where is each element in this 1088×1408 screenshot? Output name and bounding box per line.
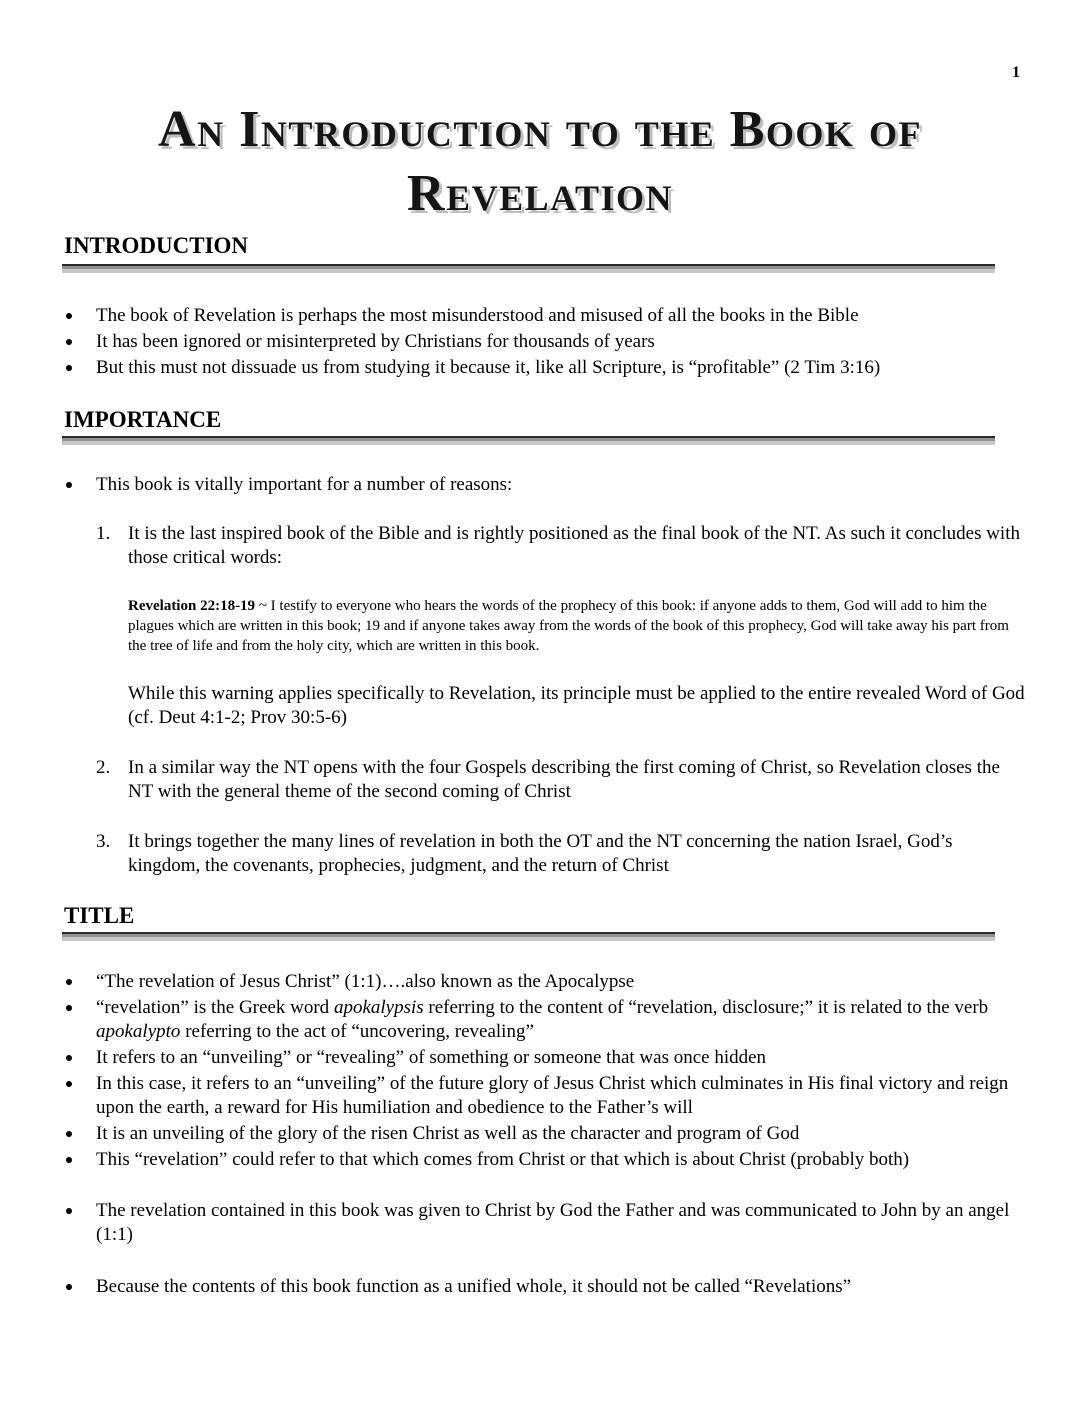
item-text: In a similar way the NT opens with the four Gospels describing the first coming of Christ, so Revelation closes the NT with the general theme of the second coming of Christ (128, 757, 1000, 802)
title-line-2: Revelation (407, 165, 673, 222)
quote-reference: Revelation 22:18-19 (128, 598, 256, 614)
item-text: It is the last inspired book of the Bible and is rightly positioned as the final book of the NT. As such it concludes with those critical words: (128, 523, 1020, 568)
item-text: It brings together the many lines of revelation in both the OT and the NT concerning the nation Israel, God’s kingdom, the covenants, prophecies, judgment, and the return of Christ (128, 831, 953, 876)
title-line-1: An Introduction to the Book of (158, 101, 922, 158)
item-number: 1. (96, 523, 111, 544)
quote-text: ~ I testify to everyone who hears the words of the prophecy of this book: if anyone adds to them, God will add to him the plagues which are written in this book; 19 and if anyone takes away from the words of the book of this prophecy, God will take away his part from the tree of life and from the holy city, which are written in this book. (128, 598, 1009, 654)
list-item: It refers to an “unveiling” or “revealing” of something or someone that was once hidden (64, 1046, 1024, 1070)
title-list-final (64, 1275, 1024, 1299)
list-item: Because the contents of this book function as a unified whole, it should not be called “Revelations” (64, 1275, 1024, 1299)
section-heading-importance: IMPORTANCE (64, 407, 222, 432)
greek-term: apokalypsis (333, 997, 424, 1018)
text-run: referring to the act of “uncovering, revealing” (180, 1021, 534, 1042)
list-item: The book of Revelation is perhaps the most misunderstood and misused of all the books in the Bible (64, 304, 1024, 328)
numbered-item (96, 522, 1026, 570)
item-number: 2. (96, 757, 111, 778)
list-item: It has been ignored or misinterpreted by Christians for thousands of years (64, 330, 1024, 354)
greek-term: apokalypto (96, 1021, 181, 1042)
text-run: “revelation” is the Greek word (96, 997, 334, 1018)
list-item: It is an unveiling of the glory of the risen Christ as well as the character and program of God (64, 1122, 1024, 1146)
list-item: This book is vitally important for a number of reasons: (64, 473, 1024, 497)
title-list (64, 970, 1024, 1172)
scripture-quote (128, 596, 1028, 656)
section-divider (62, 264, 995, 273)
introduction-list (64, 304, 1024, 380)
quote-note: While this warning applies specifically to Revelation, its principle must be applied to the entire revealed Word of God (cf. Deut 4:1-2; Prov 30:5-6) (128, 683, 1025, 728)
list-item: This “revelation” could refer to that which comes from Christ or that which is about Christ (probably both) (64, 1148, 1024, 1172)
section-heading-introduction: INTRODUCTION (64, 233, 249, 258)
list-item: But this must not dissuade us from studying it because it, like all Scripture, is “profitable” (2 Tim 3:16) (64, 356, 1024, 380)
list-item: In this case, it refers to an “unveiling” of the future glory of Jesus Christ which culminates in His final victory and reign upon the earth, a reward for His humiliation and obedience to the Father’s will (64, 1072, 1024, 1120)
numbered-item (96, 756, 1026, 804)
importance-reason-2 (96, 756, 1026, 804)
section-divider (62, 436, 995, 445)
importance-reason-3 (96, 830, 1026, 878)
list-item: The revelation contained in this book was given to Christ by God the Father and was communicated to John by an angel (1:1) (64, 1199, 1024, 1247)
title-list-continued (64, 1199, 1024, 1247)
text-run: referring to the content of “revelation, disclosure;” it is related to the verb (423, 997, 989, 1018)
document-title (40, 98, 1040, 226)
importance-reason-1 (96, 522, 1026, 570)
list-item: “The revelation of Jesus Christ” (1:1)….also known as the Apocalypse (64, 970, 1024, 994)
page-number: 1 (1012, 64, 1020, 81)
section-divider (62, 932, 995, 941)
importance-list (64, 473, 1024, 497)
list-item (64, 996, 1024, 1044)
numbered-item (96, 830, 1026, 878)
section-heading-title: TITLE (64, 903, 135, 928)
item-number: 3. (96, 831, 111, 852)
